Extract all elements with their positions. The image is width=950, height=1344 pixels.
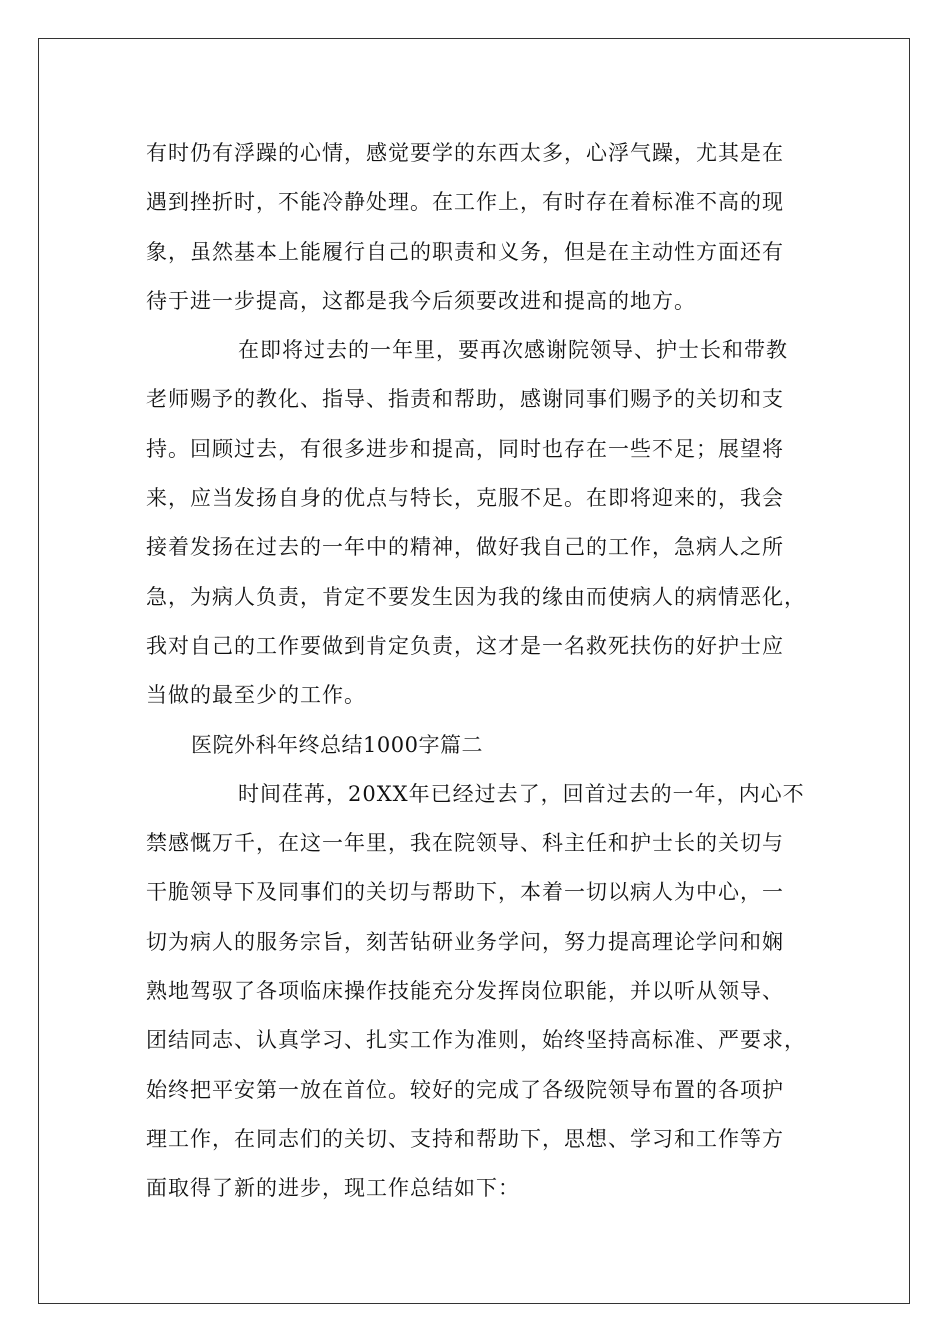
text-line: 老师赐予的教化、指导、指责和帮助，感谢同事们赐予的关切和支 [146,387,784,412]
text-line: 面取得了新的进步，现工作总结如下： [146,1176,520,1201]
text-line: 禁感慨万千，在这一年里，我在院领导、科主任和护士长的关切与 [146,831,784,856]
text-line: 理工作，在同志们的关切、支持和帮助下，思想、学习和工作等方 [146,1126,784,1151]
text-line: 来，应当发扬自身的优点与特长，克服不足。在即将迎来的，我会 [146,486,784,511]
text-line: 当做的最至少的工作。 [146,683,366,708]
text-line: 切为病人的服务宗旨，刻苦钻研业务学问，努力提高理论学问和娴 [146,929,784,954]
text-line: 急，为病人负责，肯定不要发生因为我的缘由而使病人的病情恶化， [146,584,806,609]
text-line: 持。回顾过去，有很多进步和提高，同时也存在一些不足；展望将 [146,436,784,461]
text-line: 始终把平安第一放在首位。较好的完成了各级院领导布置的各项护 [146,1077,784,1102]
text-line: 遇到挫折时，不能冷静处理。在工作上，有时存在着标准不高的现 [146,190,784,215]
paragraph-2 [146,326,836,720]
paragraph-3 [146,770,836,1214]
document-body [146,129,836,1214]
section-heading: 医院外科年终总结1000字篇二 [191,732,483,757]
text-line: 我对自己的工作要做到肯定负责，这才是一名救死扶伤的好护士应 [146,633,784,658]
text-line: 待于进一步提高，这都是我今后须要改进和提高的地方。 [146,288,696,313]
text-line: 熟地驾驭了各项临床操作技能充分发挥岗位职能，并以听从领导、 [146,979,784,1004]
text-line: 团结同志、认真学习、扎实工作为准则，始终坚持高标准、严要求， [146,1028,806,1053]
text-line: 接着发扬在过去的一年中的精神，做好我自己的工作，急病人之所 [146,535,784,560]
text-line: 干脆领导下及同事们的关切与帮助下，本着一切以病人为中心，一 [146,880,784,905]
text-line: 在即将过去的一年里，要再次感谢院领导、护士长和带教 [238,338,788,363]
text-line: 有时仍有浮躁的心情，感觉要学的东西太多，心浮气躁，尤其是在 [146,141,784,165]
text-line: 时间荏苒，20XX年已经过去了，回首过去的一年，内心不 [238,781,805,806]
text-line: 象，虽然基本上能履行自己的职责和义务，但是在主动性方面还有 [146,239,784,264]
paragraph-1 [146,129,836,326]
